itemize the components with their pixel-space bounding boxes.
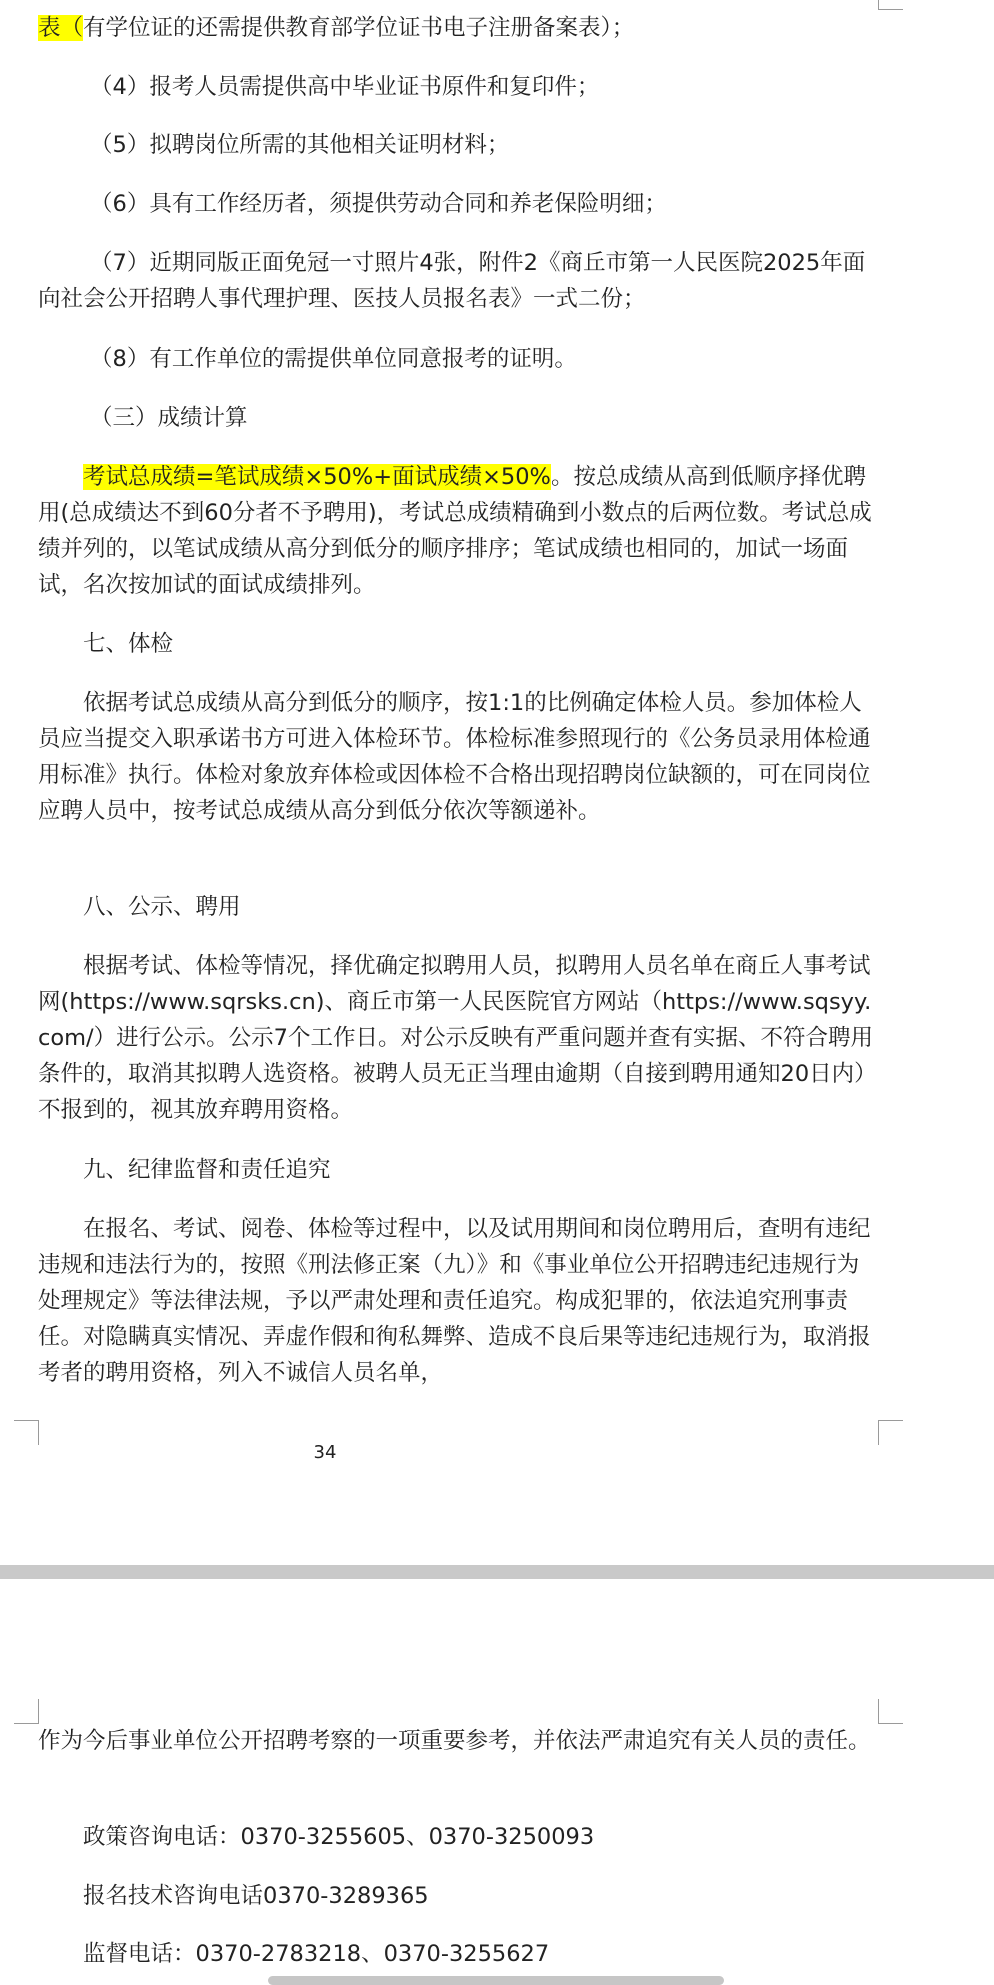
paragraph-item-8: （8）有工作单位的需提供单位同意报考的证明。 <box>90 346 577 372</box>
paragraph-item-7: （7）近期同版正面免冠一寸照片4张，附件2《商丘市第一人民医院2025年面向社会公开招聘人事代理护理、医技人员报名表》一式二份； <box>38 250 866 312</box>
highlighted-text: 表（ <box>38 15 84 41</box>
paragraph-physical-exam: 依据考试总成绩从高分到低分的顺序，按1:1的比例确定体检人员。参加体检人员应当提交入职承诺书方可进入体检环节。体检标准参照现行的《公务员录用体检通用标准》执行。体检对象放弃体检或因体检不合格出现招聘岗位缺额的，可在同岗位应聘人员中，按考试总成绩从高分到低分依次等额递补。 <box>38 690 871 824</box>
page-separator <box>0 1565 994 1579</box>
policy-phone-line: 政策咨询电话：0370-3255605、0370-3250093 <box>83 1824 595 1850</box>
crop-mark <box>14 1699 39 1724</box>
paragraph-item-5: （5）拟聘岗位所需的其他相关证明材料； <box>90 132 510 158</box>
crop-mark <box>878 0 903 10</box>
page-number: 34 <box>313 1442 337 1463</box>
crop-mark <box>878 1699 903 1724</box>
paragraph-publicity-hiring: 根据考试、体检等情况，择优确定拟聘用人员，拟聘用人员名单在商丘人事考试网(https://www.sqrsks.cn)、商丘市第一人民医院官方网站（https://www.sqsyy.com/）进行公示。公示7个工作日。对公示反映有严重问题并查有实据、不符合聘用条件的，取消其拟聘人选资格。被聘人员无正当理由逾期（自接到聘用通知20日内）不报到的，视其放弃聘用资格。 <box>38 953 873 1123</box>
heading-publicity-hiring: 八、公示、聘用 <box>83 894 241 920</box>
crop-mark <box>878 1420 903 1445</box>
horizontal-scrollbar[interactable] <box>268 1976 724 1985</box>
supervision-phone-line: 监督电话：0370-2783218、0370-3255627 <box>83 1941 550 1967</box>
heading-score-calculation: （三）成绩计算 <box>90 405 248 431</box>
crop-mark <box>14 1420 39 1445</box>
tech-support-phone-line: 报名技术咨询电话0370-3289365 <box>83 1883 429 1909</box>
paragraph-materials-end: 表（有学位证的还需提供教育部学位证书电子注册备案表）； <box>38 15 635 41</box>
document-page-35 <box>0 1579 994 1985</box>
paragraph-item-4: （4）报考人员需提供高中毕业证书原件和复印件； <box>90 74 600 100</box>
paragraph-score-rules: 考试总成绩=笔试成绩×50%+面试成绩×50%。按总成绩从高到低顺序择优聘用(总成绩达不到60分者不予聘用)，考试总成绩精确到小数点的后两位数。考试总成绩并列的，以笔试成绩从高分到低分的顺序排序；笔试成绩也相同的，加试一场面试，名次按加试的面试成绩排列。 <box>38 464 872 598</box>
heading-physical-exam: 七、体检 <box>83 631 174 657</box>
paragraph-discipline-continued: 作为今后事业单位公开招聘考察的一项重要参考，并依法严肃追究有关人员的责任。 <box>38 1728 871 1754</box>
paragraph-discipline: 在报名、考试、阅卷、体检等过程中，以及试用期间和岗位聘用后，查明有违纪违规和违法行为的，按照《刑法修正案（九）》和《事业单位公开招聘违纪违规行为处理规定》等法律法规，予以严肃处理和责任追究。构成犯罪的，依法追究刑事责任。对隐瞒真实情况、弄虚作假和徇私舞弊、造成不良后果等违纪违规行为，取消报考者的聘用资格，列入不诚信人员名单， <box>38 1216 871 1386</box>
paragraph-item-6: （6）具有工作经历者，须提供劳动合同和养老保险明细； <box>90 191 667 217</box>
highlighted-formula: 考试总成绩=笔试成绩×50%+面试成绩×50% <box>83 464 551 490</box>
heading-discipline: 九、纪律监督和责任追究 <box>83 1157 331 1183</box>
